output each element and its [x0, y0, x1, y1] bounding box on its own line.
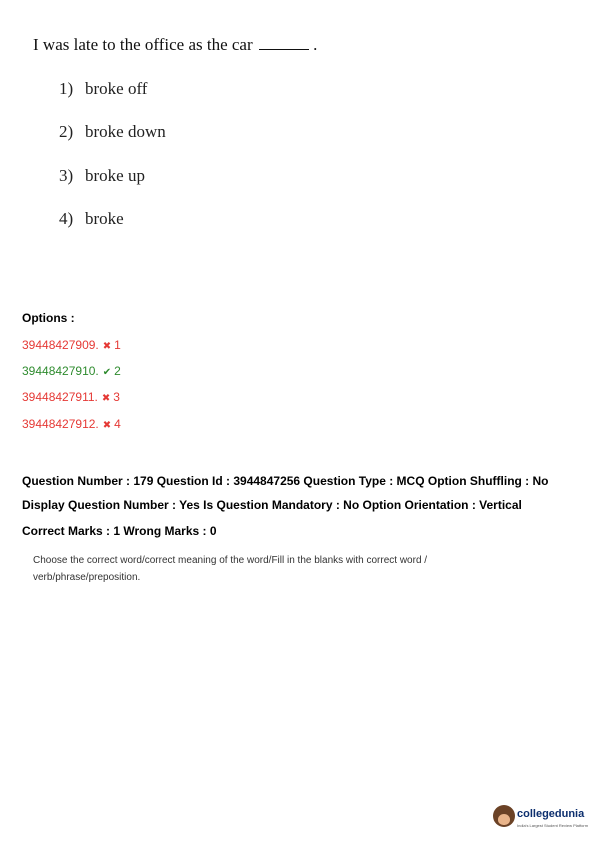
option-value: 1 — [114, 338, 121, 352]
option-row — [22, 364, 121, 378]
question-meta-line-1: Question Number : 179 Question Id : 3944847256 Question Type : MCQ Option Shuffling : No — [22, 474, 549, 488]
option-value: 2 — [114, 364, 121, 378]
choice-3 — [59, 166, 145, 186]
choice-text: broke off — [85, 79, 148, 98]
option-id: 39448427911. — [22, 390, 98, 404]
choice-text: broke down — [85, 122, 166, 141]
choice-4 — [59, 209, 124, 229]
cross-icon: ✖ — [102, 341, 112, 352]
question-sentence: I was late to the office as the car — [33, 35, 253, 54]
question-meta-line-2: Display Question Number : Yes Is Question Mandatory : No Option Orientation : Vertical — [22, 498, 522, 512]
question-meta-line-3: Correct Marks : 1 Wrong Marks : 0 — [22, 524, 217, 538]
choice-number: 4) — [59, 209, 74, 228]
logo-brand: collegedunia — [517, 808, 585, 820]
logo-tagline: India's Largest Student Review Platform — [517, 823, 589, 828]
choice-2 — [59, 122, 166, 142]
collegedunia-logo — [493, 804, 588, 828]
choice-1 — [59, 79, 147, 99]
question-end-punct: . — [313, 35, 318, 54]
choice-number: 2) — [59, 122, 74, 141]
option-row — [22, 417, 121, 431]
option-id: 39448427912. — [22, 417, 99, 431]
option-id: 39448427910. — [22, 364, 99, 378]
choice-number: 1) — [59, 79, 74, 98]
option-value: 4 — [114, 417, 121, 431]
cross-icon: ✖ — [102, 420, 112, 431]
option-row — [22, 390, 120, 404]
options-title: Options : — [22, 311, 75, 325]
check-icon: ✔ — [102, 367, 112, 378]
choice-number: 3) — [59, 166, 74, 185]
choice-text: broke — [85, 209, 124, 228]
mascot-icon — [493, 805, 515, 827]
option-row — [22, 338, 121, 352]
choice-text: broke up — [85, 166, 145, 185]
answer-blank — [259, 48, 309, 50]
option-id: 39448427909. — [22, 338, 99, 352]
cross-icon: ✖ — [101, 393, 111, 404]
option-value: 3 — [113, 390, 120, 404]
question-text — [33, 35, 317, 55]
question-instruction: Choose the correct word/correct meaning of the word/Fill in the blanks with correct word / verb/phrase/preposition. — [33, 555, 428, 583]
